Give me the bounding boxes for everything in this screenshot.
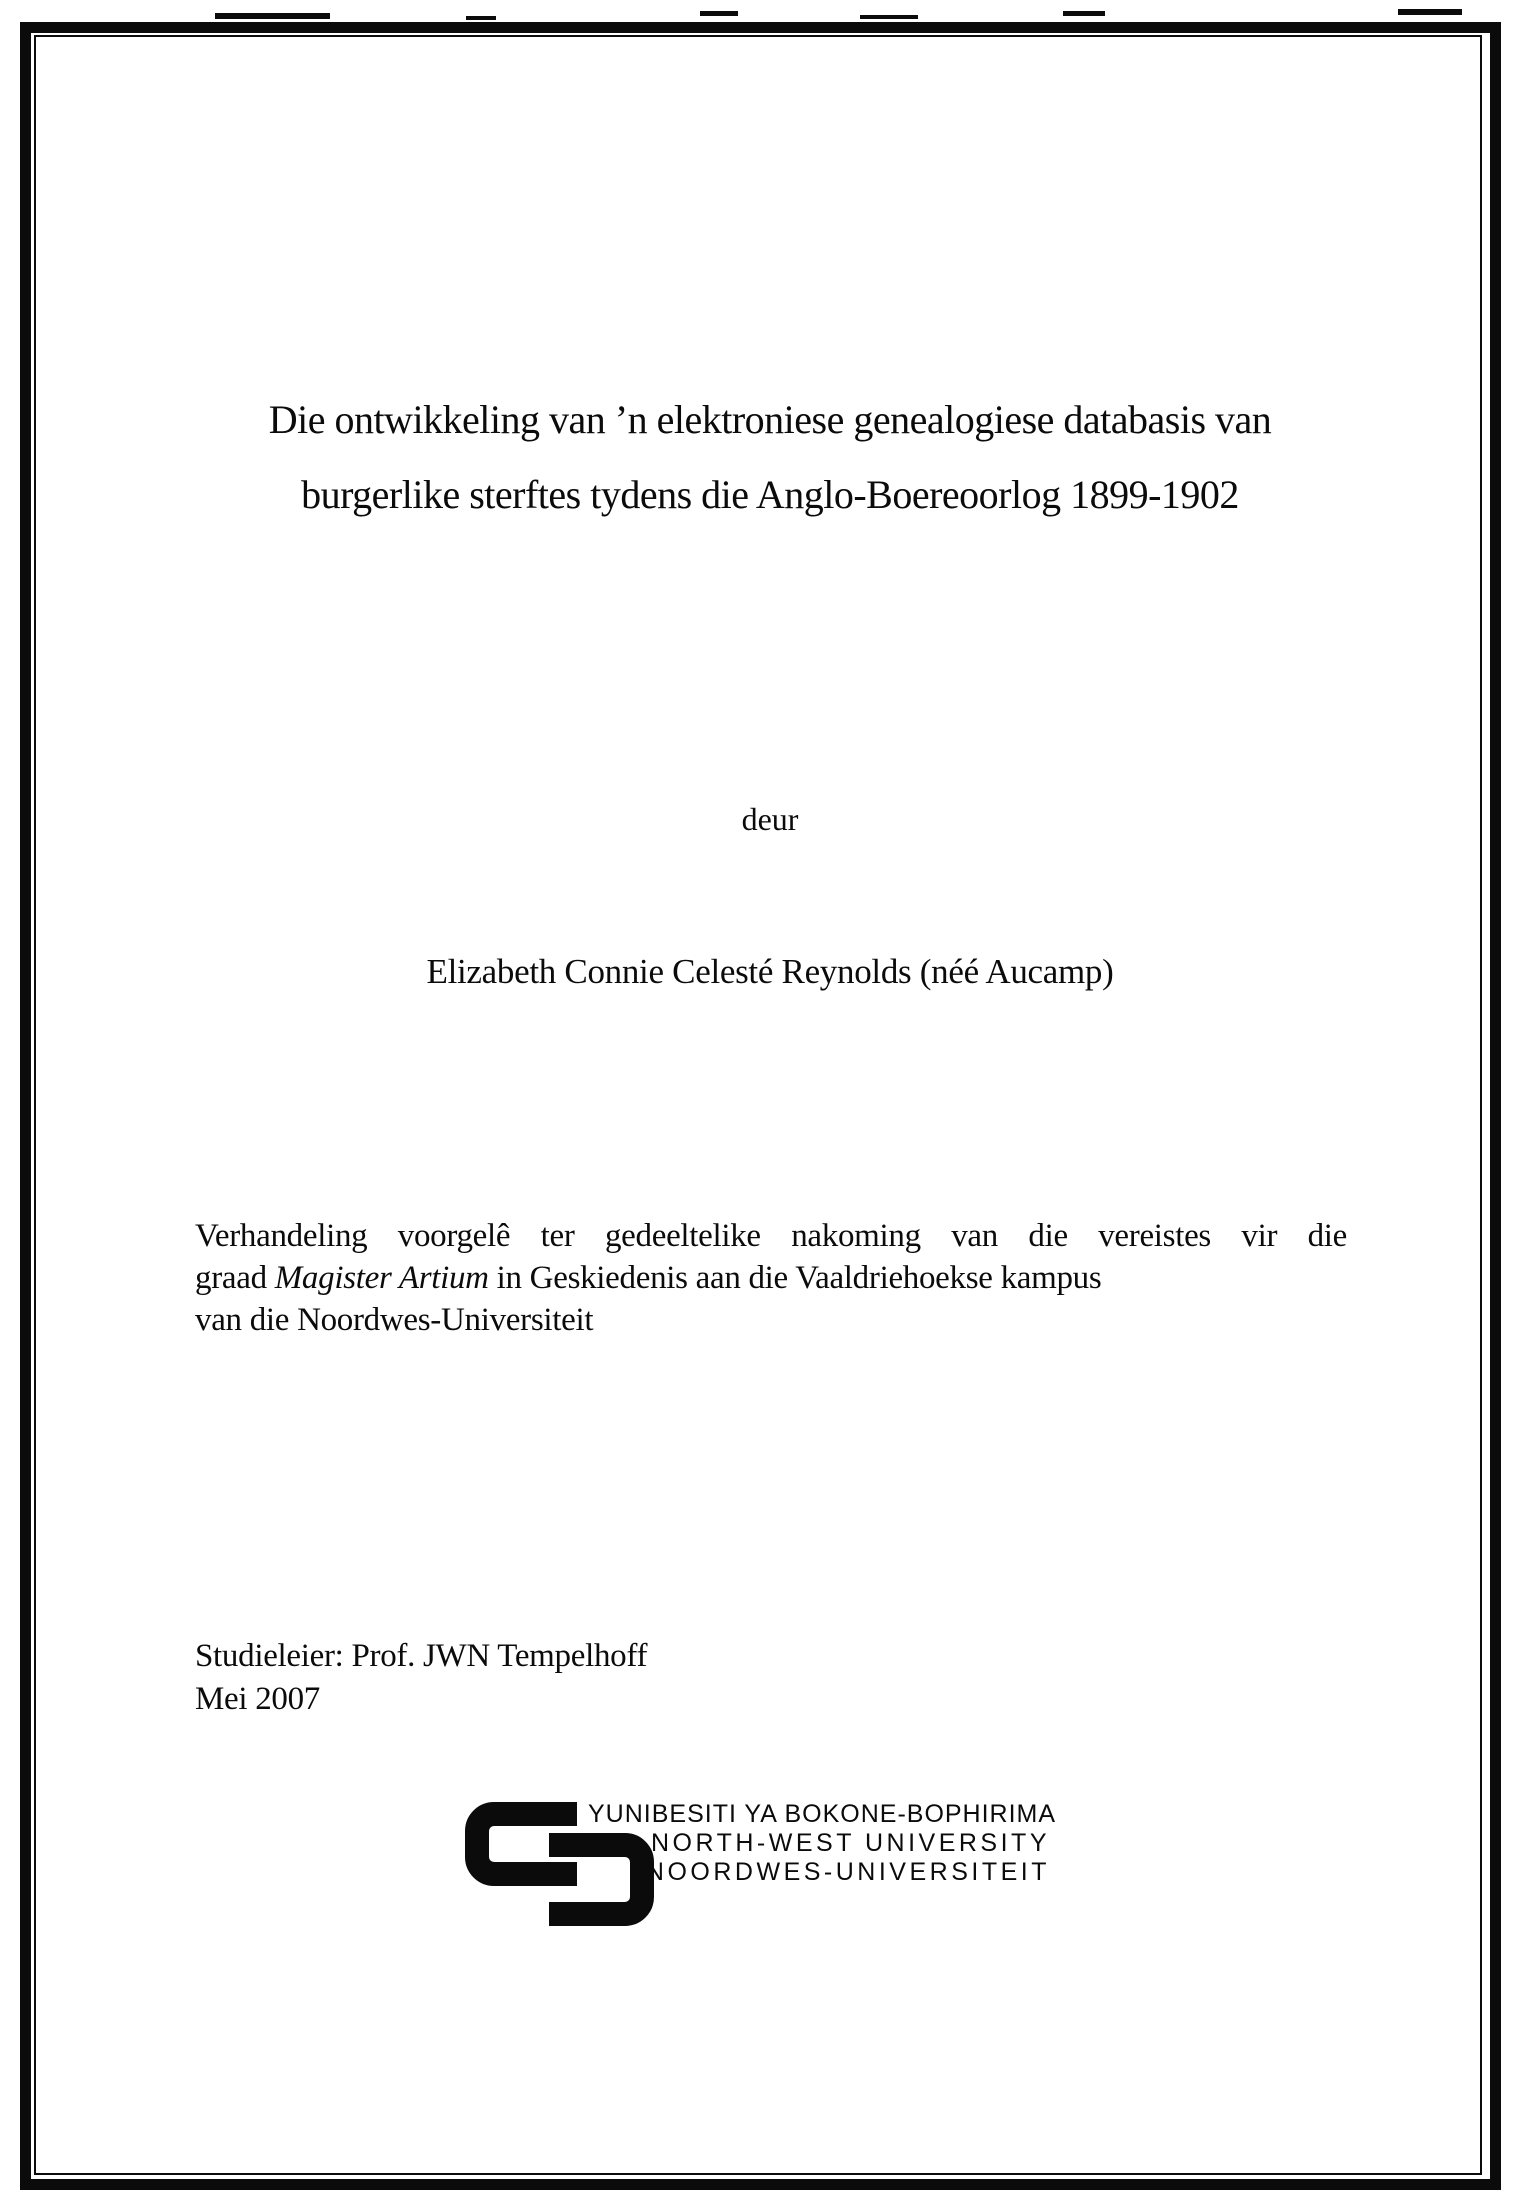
thesis-title-line2: burgerlike sterftes tydens die Anglo-Boereoorlog 1899-1902 xyxy=(301,472,1239,517)
scan-artifact xyxy=(700,11,738,16)
declaration-line2-pre: graad xyxy=(195,1260,275,1296)
scan-artifact xyxy=(860,15,918,19)
logo-text-english: NORTH-WEST UNIVERSITY xyxy=(651,1829,1050,1857)
logo-text-setswana: YUNIBESITI YA BOKONE-BOPHIRIMA xyxy=(588,1800,1057,1828)
university-logo-text xyxy=(588,1800,1057,1887)
scan-artifact xyxy=(215,13,330,19)
declaration-line2-post: in Geskiedenis aan die Vaaldriehoekse kampus xyxy=(488,1260,1102,1296)
supervisor-date-block xyxy=(195,1635,1095,1721)
logo-text-afrikaans: NOORDWES-UNIVERSITEIT xyxy=(645,1858,1050,1886)
supervisor-line: Studieleier: Prof. JWN Tempelhoff xyxy=(195,1638,648,1674)
degree-declaration xyxy=(195,1215,1347,1341)
scan-artifact xyxy=(1398,9,1462,15)
author-name: Elizabeth Connie Celesté Reynolds (néé Aucamp) xyxy=(426,952,1114,991)
byline-deur: deur xyxy=(741,801,799,837)
scan-artifact xyxy=(1063,11,1105,16)
thesis-title-line1: Die ontwikkeling van ’n elektroniese genealogiese databasis van xyxy=(268,397,1272,442)
degree-name-italic: Magister Artium xyxy=(274,1260,489,1296)
date-line: Mei 2007 xyxy=(195,1681,321,1717)
declaration-line2 xyxy=(195,1257,1347,1299)
declaration-line1: Verhandeling voorgelê ter gedeeltelike nakoming van die vereistes vir die xyxy=(195,1218,1347,1254)
scan-artifact xyxy=(466,16,496,20)
declaration-line3: van die Noordwes-Universiteit xyxy=(195,1302,594,1338)
